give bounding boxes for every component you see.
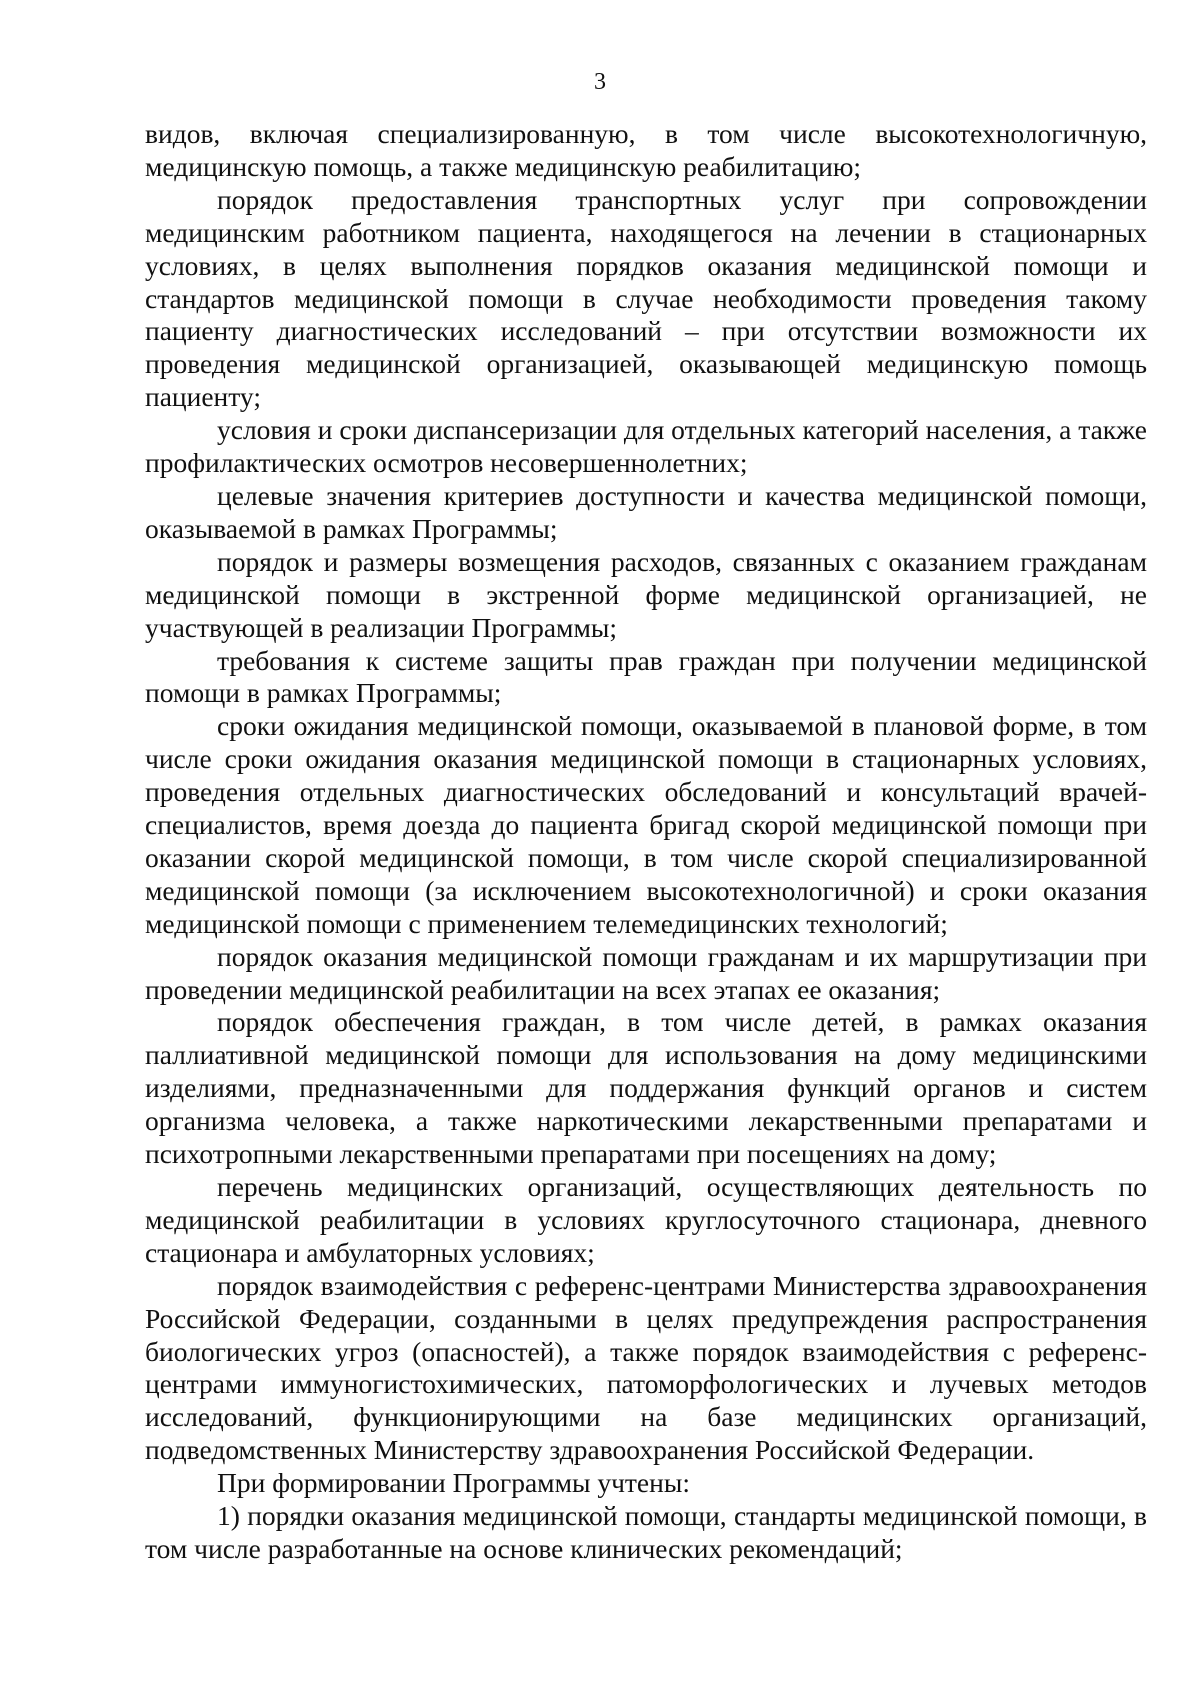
paragraph: сроки ожидания медицинской помощи, оказываемой в плановой форме, в том числе сроки ожидания оказания медицинской помощи в стационарных условиях, проведения отдельных диагностических обследований и консультаций врачей-специалистов, время доезда до пациента бригад скорой медицинской помощи при оказании скорой медицинской помощи, в том числе скорой специализированной медицинской помощи (за исключением высокотехнологичной) и сроки оказания медицинской помощи с применением телемедицинских технологий; [145, 710, 1147, 939]
paragraph: порядок обеспечения граждан, в том числе детей, в рамках оказания паллиативной медицинской помощи для использования на дому медицинскими изделиями, предназначенными для поддержания функций органов и систем организма человека, а также наркотическими лекарственными препаратами и психотропными лекарственными препаратами при посещениях на дому; [145, 1006, 1147, 1170]
paragraph: порядок и размеры возмещения расходов, связанных с оказанием гражданам медицинской помощи в экстренной форме медицинской организацией, не участвующей в реализации Программы; [145, 545, 1147, 643]
paragraph: целевые значения критериев доступности и качества медицинской помощи, оказываемой в рамках Программы; [145, 479, 1147, 544]
paragraph: порядок взаимодействия с референс-центрами Министерства здравоохранения Российской Федерации, созданными в целях предупреждения распространения биологических угроз (опасностей), а также порядок взаимодействия с референс-центрами иммуногистохимических, патоморфологических и лучевых методов исследований, функционирующими на базе медицинских организаций, подведомственных Министерству здравоохранения Российской Федерации. [145, 1269, 1147, 1466]
document-body [145, 118, 1147, 1566]
paragraph: 1) порядки оказания медицинской помощи, стандарты медицинской помощи, в том числе разработанные на основе клинических рекомендаций; [145, 1500, 1147, 1564]
paragraph: При формировании Программы учтены: [217, 1467, 690, 1499]
paragraph: перечень медицинских организаций, осуществляющих деятельность по медицинской реабилитации в условиях круглосуточного стационара, дневного стационара и амбулаторных условиях; [145, 1171, 1147, 1268]
paragraph: видов, включая специализированную, в том числе высокотехнологичную, медицинскую помощь, а также медицинскую реабилитацию; [145, 118, 1147, 182]
paragraph: порядок оказания медицинской помощи гражданам и их маршрутизации при проведении медицинской реабилитации на всех этапах ее оказания; [145, 940, 1147, 1005]
page-number: 3 [594, 69, 606, 95]
paragraph: порядок предоставления транспортных услуг при сопровождении медицинским работником пациента, находящегося на лечении в стационарных условиях, в целях выполнения порядков оказания медицинской помощи и стандартов медицинской помощи в случае необходимости проведения такому пациенту диагностических исследований – при отсутствии возможности их проведения медицинской организацией, оказывающей медицинскую помощь пациенту; [145, 183, 1147, 413]
paragraph: условия и сроки диспансеризации для отдельных категорий населения, а также профилактических осмотров несовершеннолетних; [145, 414, 1147, 479]
paragraph: требования к системе защиты прав граждан при получении медицинской помощи в рамках Программы; [145, 644, 1147, 709]
